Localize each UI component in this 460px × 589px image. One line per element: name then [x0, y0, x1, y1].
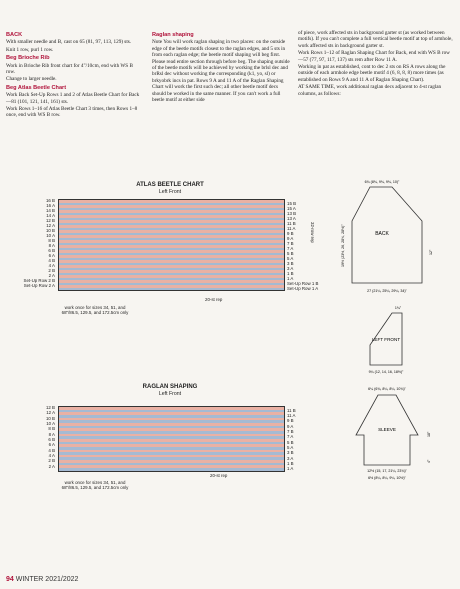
garment-schematics	[330, 175, 458, 515]
back-bottom-measure: 27 (21¼, 25¼, 29¼, 34)"	[367, 289, 407, 293]
chart-note: work once for sizes 34, 51, and 68"/86.5, 129.5, and 172.5cm only	[61, 480, 129, 491]
row-label: 10 A	[46, 421, 55, 426]
row-label: 1 B	[287, 461, 294, 466]
row-label: 15 A	[287, 205, 296, 211]
heading-back: BACK	[6, 32, 23, 38]
row-label: 11 B	[287, 220, 296, 226]
row-label: 8 A	[48, 431, 55, 437]
sleeve-label: SLEEVE	[378, 427, 396, 432]
chart-title: RAGLAN SHAPING	[142, 384, 198, 390]
back-label: BACK	[375, 231, 389, 237]
atlas-beetle-chart	[0, 182, 340, 352]
row-label: 2 A	[48, 273, 55, 278]
heading-raglan-shaping: Raglan shaping	[152, 32, 194, 38]
row-label: 3 B	[287, 260, 294, 266]
issue-name: WINTER 2021/2022	[15, 576, 79, 583]
paragraph: Work Rows 1–12 of Raglan Shaping Chart for Back, end with WS B row—57 (77, 97, 117, 137) sts rem after Row 11 A.	[298, 50, 450, 63]
row-label: 12 B	[45, 405, 55, 410]
page-number: 94	[6, 576, 14, 583]
paragraph: Work Rows 1–16 of Atlas Beetle Chart 3 times, then Rows 1–8 once, end with WS B row.	[6, 106, 138, 119]
row-label: 4 B	[48, 447, 55, 453]
row-label: 13 A	[287, 215, 296, 221]
row-label: 8 B	[48, 426, 55, 432]
row-label: Set-Up Row 1 B	[287, 280, 319, 286]
row-label: 4 A	[48, 263, 55, 268]
repeat-label: 20-st rep	[205, 297, 223, 302]
chart-grid	[58, 406, 285, 472]
row-label: 5 B	[287, 250, 294, 256]
chart-subtitle: Left Front	[158, 189, 182, 195]
paragraph: Work in Brioche Rib front chart for 4"/10cm, end with WS B row.	[6, 62, 133, 76]
back-side-measure: 19½ (23½, 26, 28¾, 28½)"	[341, 224, 345, 267]
row-label: 1 A	[287, 275, 294, 281]
row-label: 5 A	[287, 445, 294, 450]
row-label: 15 B	[287, 200, 297, 206]
row-label: 2 B	[48, 268, 55, 273]
chart-subtitle: Left Front	[158, 391, 182, 397]
heading-brioche-rib: Beg Brioche Rib	[6, 55, 50, 62]
paragraph: AT SAME TIME, work additional raglan decs adjacent to 4-st raglan columns, as follows:	[298, 84, 442, 97]
row-label: 6 A	[48, 253, 55, 258]
row-label: Set-Up Row 2 A	[23, 283, 55, 288]
vertical-repeat-label: 32-row rep	[310, 222, 315, 243]
row-label: 2 A	[48, 463, 55, 469]
row-label: 9 B	[287, 418, 294, 424]
chart-row-stripe	[59, 288, 284, 291]
paragraph: Change to larger needle.	[6, 76, 57, 83]
row-label: 9 B	[287, 230, 294, 236]
row-label: 10 B	[45, 228, 55, 233]
front-neck-measure: 1¾"	[394, 306, 402, 310]
row-label: 3 A	[287, 455, 294, 461]
row-label: 11 A	[287, 413, 296, 418]
row-label: 14 A	[46, 213, 55, 218]
row-label: 9 A	[287, 235, 294, 241]
row-label: 1 B	[287, 270, 294, 276]
row-label: 10 B	[45, 415, 55, 421]
back-top-measure: 6¾ (8¾, 9¾, 9¾, 10)"	[364, 180, 400, 184]
row-label: 5 B	[287, 439, 294, 445]
row-label: 4 B	[48, 258, 55, 263]
paragraph: Work Back Set-Up Rows 1 and 2 of Atlas Beetle Chart for Back—81 (101, 121, 141, 161) sts.	[6, 92, 140, 105]
chart-grid	[58, 199, 285, 291]
text-column-3	[298, 30, 454, 98]
row-label: Set-Up Row 2 B	[23, 278, 55, 283]
chart-row-stripe	[59, 468, 284, 471]
row-label: 10 A	[46, 233, 55, 238]
text-column-2	[152, 30, 290, 104]
row-label: 4 A	[48, 453, 55, 458]
paragraph: of piece, work affected sts in background garter st (as worked between motifs). If you can't complete a full vertical beetle motif at top of armhole, work affected sts in background garter st.	[298, 30, 453, 49]
sleeve-top-measure: 6¼ (6¾, 8¼, 8¼, 10¾)"	[368, 387, 406, 391]
row-label: 3 A	[287, 265, 294, 271]
row-label: 5 A	[287, 255, 294, 261]
row-label: 14 B	[45, 208, 55, 213]
sleeve-bottom-measure: 6½ (8¼, 8¼, 9¼, 10½)"	[368, 476, 406, 480]
row-label: 8 A	[48, 243, 55, 248]
raglan-shaping-chart	[0, 384, 340, 554]
row-label: 12 A	[46, 410, 55, 416]
row-label: 16 B	[45, 198, 55, 203]
text-column-1	[6, 30, 141, 120]
row-label: 3 B	[287, 450, 294, 456]
repeat-label: 20-st rep	[210, 473, 228, 478]
front-bottom-measure: 9¼ (12, 14, 16, 18½)"	[368, 370, 404, 374]
paragraph: Note You will work raglan shaping in two places: on the outside edge of the beetle motifs closest to the raglan edges, and 5 sts in from each raglan edge; the beetle motif shaping will beg first. Please read entire section through before beg. The shaping outside of the beetle motifs will be achieved by working the brlsl dec and brRsl dec without working the corresponding (k1, yo, sl) or brkyobrk incs in pat. Rows 9 A and 11 A of the Raglan Shaping Chart will work the first such dec; all other beetle motif decs should be worked in the same manner. If you can't work a full beetle motif at either side	[152, 39, 290, 104]
sleeve-cuff-measure: 4"	[427, 459, 431, 463]
row-label: 7 B	[287, 429, 294, 434]
row-label: 8 B	[48, 238, 55, 243]
row-label: Set-Up Row 1 A	[287, 285, 319, 291]
row-label: 9 A	[287, 423, 294, 429]
heading-atlas-beetle: Beg Atlas Beetle Chart	[6, 84, 67, 91]
chart-note: work once for sizes 34, 51, and 68"/86.5, 129.5, and 172.5cm only	[61, 305, 129, 316]
row-label: 7 A	[287, 245, 294, 251]
row-label: 12 A	[46, 223, 55, 228]
row-label: 11 A	[287, 225, 296, 231]
row-label: 7 A	[287, 434, 294, 440]
sleeve-mid-measure: 12½ (15, 17, 21¼, 23¾)"	[367, 469, 407, 473]
paragraph: Knit 1 row, purl 1 row.	[6, 46, 54, 53]
row-label: 16 A	[46, 203, 55, 208]
row-label: 7 B	[287, 240, 294, 246]
page-footer	[6, 576, 78, 583]
row-label: 13 B	[287, 210, 297, 216]
row-label: 11 B	[287, 407, 296, 413]
sleeve-length-measure: 18"	[427, 431, 431, 437]
front-label: LEFT FRONT	[371, 337, 401, 342]
paragraph: With smaller needle and B, cast on 65 (81, 97, 113, 129) sts.	[6, 39, 132, 46]
back-length-measure: 12"	[429, 249, 433, 255]
row-label: 6 B	[48, 248, 55, 253]
row-label: 2 B	[48, 458, 55, 464]
row-label: 12 B	[45, 218, 55, 223]
chart-title: ATLAS BEETLE CHART	[136, 182, 204, 188]
paragraph: Working in pat as established, cont to dec 2 sts on RS A rows along the outside of each armhole edge beetle motif 4 (6, 8, 8, 8) more times (as established on Rows 9 A and 11 A of Raglan Shaping Chart).	[298, 64, 446, 83]
row-label: 6 A	[48, 442, 55, 448]
row-label: 1 A	[287, 466, 294, 472]
row-label: 6 B	[48, 437, 55, 442]
